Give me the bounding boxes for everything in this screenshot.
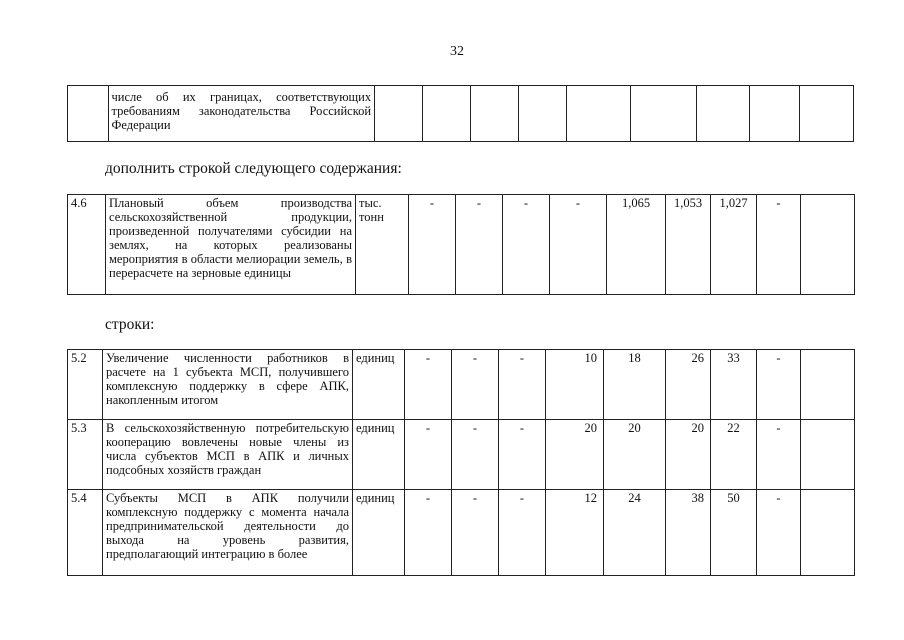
table-row [68, 86, 854, 142]
value-cell [801, 490, 855, 576]
row-number: 5.4 [68, 490, 103, 576]
row-number: 5.2 [68, 350, 103, 420]
value-cell: - [456, 195, 503, 295]
value-cell: - [757, 350, 801, 420]
value-cell [801, 420, 855, 490]
row-unit: тыс. тонн [356, 195, 409, 295]
value-cell: - [499, 350, 546, 420]
value-cell: 38 [666, 490, 711, 576]
value-cell: - [499, 420, 546, 490]
heading-rows: строки: [105, 316, 155, 333]
value-cell: - [550, 195, 607, 295]
value-cell: 33 [711, 350, 757, 420]
value-cell: - [503, 195, 550, 295]
row-description: Увеличение численности работников в расчете на 1 субъекта МСП, получившего комплексную поддержку в сфере АПК, накопленным итогом [103, 350, 353, 420]
value-cell: 24 [604, 490, 666, 576]
value-cell [801, 350, 855, 420]
table-row [68, 350, 855, 420]
value-cell: - [757, 490, 801, 576]
value-cell: 1,027 [711, 195, 757, 295]
value-cell: - [757, 195, 801, 295]
table-row [68, 490, 855, 576]
value-cell: 1,053 [666, 195, 711, 295]
row-number: 5.3 [68, 420, 103, 490]
value-cell: 12 [546, 490, 604, 576]
value-cell: 50 [711, 490, 757, 576]
value-cell: 20 [666, 420, 711, 490]
row-number-cell [68, 86, 109, 142]
value-cell: - [409, 195, 456, 295]
value-cell: - [452, 490, 499, 576]
value-cell: - [757, 420, 801, 490]
table-row-4-6 [67, 194, 855, 295]
row-unit: единиц [353, 420, 405, 490]
value-cell: 20 [546, 420, 604, 490]
row-unit: единиц [353, 490, 405, 576]
value-cell: 1,065 [607, 195, 666, 295]
value-cell: 20 [604, 420, 666, 490]
value-cell: 18 [604, 350, 666, 420]
table-row [68, 195, 855, 295]
table-top-fragment [67, 85, 854, 142]
value-cell: 26 [666, 350, 711, 420]
value-cell: - [405, 490, 452, 576]
row-number: 4.6 [68, 195, 106, 295]
value-cell: - [405, 350, 452, 420]
value-cell: - [452, 420, 499, 490]
value-cell: - [405, 420, 452, 490]
table-rows-5 [67, 349, 855, 576]
value-cell: - [499, 490, 546, 576]
value-cell: 22 [711, 420, 757, 490]
row-description: Плановый объем производства сельскохозяйственной продукции, произведенной получателями субсидии на землях, на которых реализованы мероприятия в области мелиорации земель, в перерасчете на зерновые единицы [106, 195, 356, 295]
row-description: числе об их границах, соответствующих требованиям законодательства Российской Федерации [108, 86, 375, 142]
row-description: Субъекты МСП в АПК получили комплексную поддержку с момента начала предпринимательской деятельности до выхода на уровень развития, предполагающий интеграцию в более [103, 490, 353, 576]
row-description: В сельскохозяйственную потребительскую кооперацию вовлечены новые члены из числа субъектов МСП в АПК и личных подсобных хозяйств граждан [103, 420, 353, 490]
row-unit: единиц [353, 350, 405, 420]
value-cell: 10 [546, 350, 604, 420]
table-row [68, 420, 855, 490]
heading-add-row: дополнить строкой следующего содержания: [105, 160, 402, 177]
value-cell [801, 195, 855, 295]
value-cell: - [452, 350, 499, 420]
page-number: 32 [450, 44, 464, 59]
